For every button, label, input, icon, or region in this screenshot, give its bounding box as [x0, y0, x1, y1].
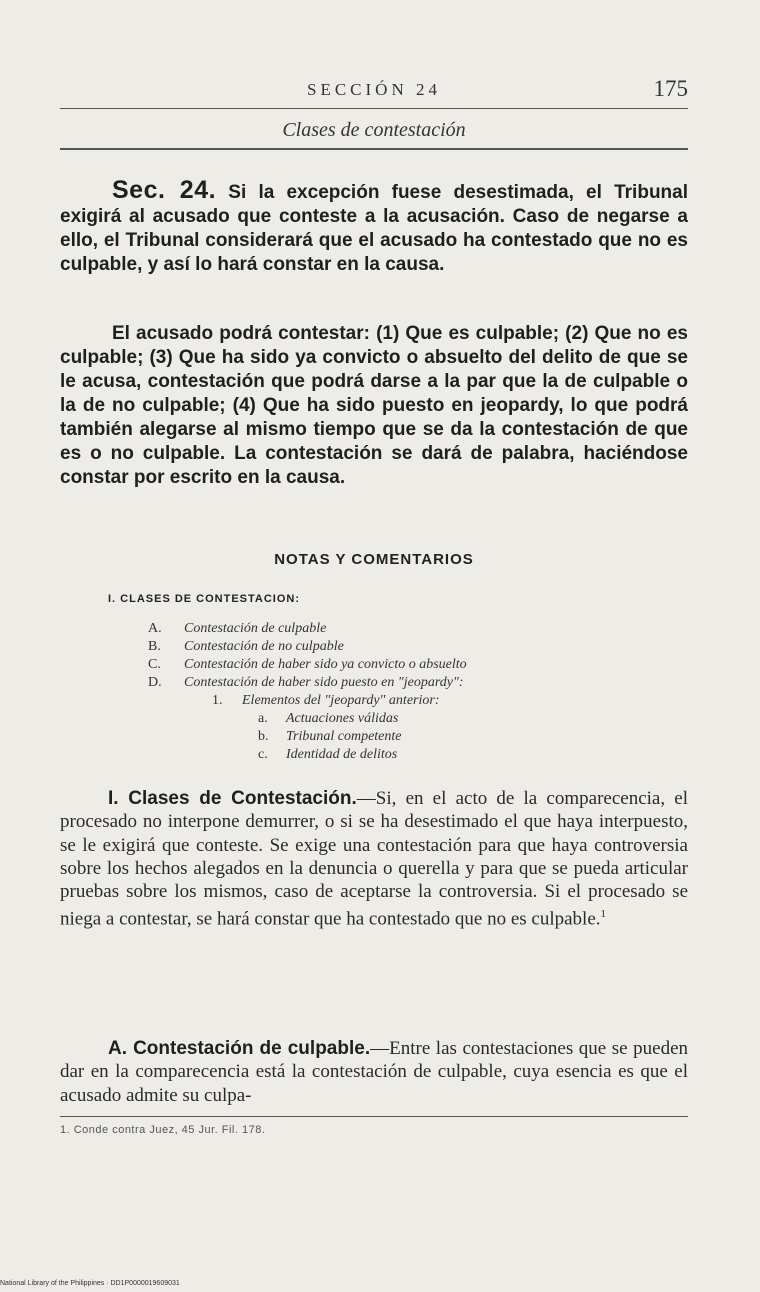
outline-marker: a.: [258, 711, 268, 726]
outline-text: Contestación de haber sido ya convicto o absuelto: [184, 657, 467, 672]
section-24-paragraph: [60, 178, 688, 277]
outline-marker: c.: [258, 747, 268, 762]
footnote-reference: 1: [600, 908, 607, 921]
outline-text: Elementos del "jeopardy" anterior:: [242, 693, 440, 708]
outline-text: Contestación de culpable: [184, 621, 327, 636]
outline-marker: B.: [148, 639, 161, 654]
outline-item: [212, 692, 439, 710]
running-head-section: SECCIÓN 24: [307, 80, 441, 99]
footnote-rule: [60, 1116, 688, 1117]
outline-item: [148, 656, 467, 674]
outline-text: Identidad de delitos: [286, 747, 398, 762]
outline-item: [258, 746, 397, 764]
section-label: Sec. 24.: [112, 176, 217, 204]
outline-text: Contestación de no culpable: [184, 639, 344, 654]
running-head: [60, 76, 688, 106]
outline-item: [148, 638, 344, 656]
outline-item: [148, 674, 464, 692]
section-24-paragraph-2: El acusado podrá contestar: (1) Que es culpable; (2) Que no es culpable; (3) Que ha sido ya convicto o absuelto del delito de que se le acusa, contestación que podrá darse a la par que la de culpable o la de no culpable; (4) Que ha sido puesto en jeopardy, lo que podrá también alegarse al mismo tiempo que se da la contestación de que es o no culpable. La contestación se dará de palabra, haciéndose constar por escrito en la causa.: [60, 323, 688, 488]
outline-marker: C.: [148, 657, 161, 672]
commentary-paragraph: [60, 787, 688, 931]
outline-item: [148, 620, 326, 638]
page-number: 175: [653, 76, 688, 101]
commentary-heading: A. Contestación de culpable.: [108, 1038, 371, 1059]
commentary-heading: I. Clases de Contestación.: [108, 788, 357, 809]
header-rule-bottom: [60, 148, 688, 150]
scan-credit: National Library of the Philippines · DD1P0000019609031: [0, 1280, 180, 1287]
section-24-text: Si la excepción fuese desestimada, el Tribunal exigirá al acusado que conteste a la acusación. Caso de negarse a ello, el Tribunal considerará que el acusado ha contestado que no es culpable, y así lo hará constar en la causa.: [60, 182, 689, 275]
outline-marker: 1.: [212, 693, 223, 708]
running-subtitle: Clases de contestación: [282, 119, 466, 141]
commentary-text: —Entre las contestaciones que se pueden dar en la comparecencia está la contestación de culpable, cuya esencia es que el acusado admite su culpa-: [60, 1038, 689, 1106]
footnote: 1. Conde contra Juez, 45 Jur. Fil. 178.: [60, 1124, 266, 1136]
commentary-text: —Si, en el acto de la comparecencia, el procesado no interpone demurrer, o si se ha desestimado el que haya interpuesto, se le exigirá que conteste. Se exige una contestación para que haya controversia sobre los hechos alegados en la denuncia o querella y para que se pueda articular pruebas sobre los mismos, caso de aceptarse la controversia. Si el procesado se niega a contestar, se hará constar que ha contestado que no es culpable.: [60, 788, 688, 930]
outline-item: [258, 728, 402, 746]
outline-heading: I. CLASES DE CONTESTACION:: [108, 593, 301, 605]
outline-item: [258, 710, 398, 728]
outline-text: Contestación de haber sido puesto en "jeopardy":: [184, 675, 464, 690]
outline-text: Actuaciones válidas: [286, 711, 399, 726]
commentary-paragraph: [60, 1037, 688, 1107]
outline-marker: A.: [148, 621, 162, 636]
header-rule-top: [60, 108, 688, 109]
outline-text: Tribunal competente: [286, 729, 402, 744]
notes-heading: NOTAS Y COMENTARIOS: [274, 551, 474, 568]
outline-marker: D.: [148, 675, 162, 690]
outline-marker: b.: [258, 729, 269, 744]
